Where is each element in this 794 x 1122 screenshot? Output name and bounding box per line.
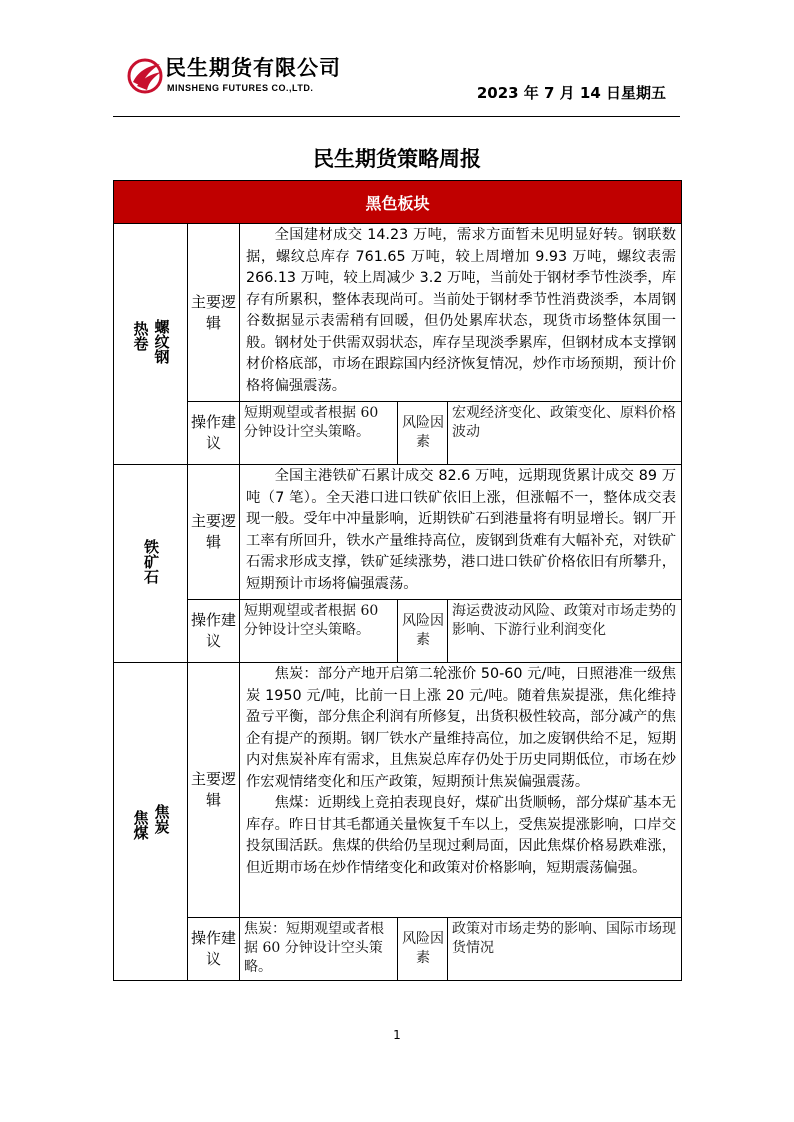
- product-row-logic: [114, 663, 682, 918]
- product-row-operation: [114, 402, 682, 465]
- section-title: 黑色板块: [114, 181, 682, 224]
- product-row-logic: [114, 465, 682, 600]
- logic-paragraph: 全国建材成交 14.23 万吨，需求方面暂未见明显好转。钢联数据，螺纹总库存 761.65 万吨，较上周增加 9.93 万吨，螺纹表需 266.13 万吨，较上周减少 3.2 万吨，当前处于钢材季节性淡季，库存有所累积，整体表现尚可。当前处于钢材季节性消费淡季，本周钢谷数据显示表需稍有回暖，但仍处累库状态，现货市场整体氛围一般。钢材处于供需双弱状态，库存呈现淡季累库，但钢材成本支撑钢材价格底部，市场在跟踪国内经济恢复情况，炒作市场预期，预计价格将偏强震荡。: [246, 227, 677, 394]
- logic-paragraph-coke: 焦炭：部分产地开启第二轮涨价 50-60 元/吨，日照港准一级焦炭 1950 元/吨，比前一日上涨 20 元/吨。随着焦炭提涨，焦化维持盈亏平衡，部分焦企利润有所修复，出货积极性较高，部分减产的焦企有提产的预期。钢厂铁水产量维持高位，加之废钢供给不足，短期内对焦炭补库有需求，且焦炭总库存仍处于历史同期低位，市场在炒作宏观情绪变化和压产政策，短期预计焦炭偏强震荡。: [246, 666, 677, 790]
- logic-label: 主要逻辑: [188, 663, 240, 918]
- minsheng-logo-icon: [127, 56, 163, 94]
- product-name-secondary: 焦煤: [131, 810, 150, 840]
- product-name-primary: 焦炭: [152, 804, 171, 834]
- product-name-rebar: [114, 224, 188, 465]
- operation-text: 短期观望或者根据 60 分钟设计空头策略。: [240, 600, 398, 663]
- operation-label: 操作建议: [188, 600, 240, 663]
- logic-label: 主要逻辑: [188, 224, 240, 402]
- company-logo: [127, 52, 367, 100]
- operation-text: 短期观望或者根据 60 分钟设计空头策略。: [240, 402, 398, 465]
- logic-text: [240, 465, 682, 600]
- page-title: 民生期货策略周报: [313, 147, 481, 171]
- product-row-operation: [114, 600, 682, 663]
- operation-text: 焦炭：短期观望或者根据 60 分钟设计空头策略。: [240, 918, 398, 981]
- product-name-primary: 铁矿石: [142, 538, 160, 584]
- operation-label: 操作建议: [188, 402, 240, 465]
- logic-text: [240, 663, 682, 918]
- logic-label: 主要逻辑: [188, 465, 240, 600]
- risk-text: 宏观经济变化、政策变化、原料价格波动: [448, 402, 682, 465]
- company-name-en: MINSHENG FUTURES CO.,LTD.: [167, 83, 314, 93]
- risk-label: 风险因素: [398, 600, 448, 663]
- report-date: 2023 年 7 月 14 日星期五: [476, 84, 666, 102]
- header-divider: [113, 116, 680, 117]
- product-name-iron-ore: [114, 465, 188, 663]
- product-name-primary: 螺纹钢: [152, 319, 171, 364]
- logic-paragraph-coking-coal: 焦煤：近期线上竞拍表现良好，煤矿出货顺畅，部分煤矿基本无库存。昨日甘其毛都通关量恢复千车以上，受焦炭提涨影响，口岸交投氛围活跃。焦煤的供给仍呈现过剩局面，因此焦煤价格易跌难涨，但近期市场在炒作情绪变化和政策对价格影响，短期震荡偏强。: [246, 795, 677, 876]
- section-banner: [114, 181, 682, 224]
- logic-paragraph: 全国主港铁矿石累计成交 82.6 万吨，远期现货累计成交 89 万吨（7 笔）。全天港口进口铁矿依旧上涨，但涨幅不一，整体成交表现一般。受年中冲量影响，近期铁矿石到港量将有明显增长。钢厂开工率有所回升，铁水产量维持高位，废钢到货难有大幅补充，对铁矿石需求形成支撑，铁矿延续涨势，港口进口铁矿价格依旧有所攀升，短期预计市场将偏强震荡。: [246, 468, 677, 592]
- product-name-coke-coal: [114, 663, 188, 981]
- product-name-secondary: 热卷: [131, 320, 150, 351]
- operation-label: 操作建议: [188, 918, 240, 981]
- product-row-operation: [114, 918, 682, 981]
- risk-text: 政策对市场走势的影响、国际市场现货情况: [448, 918, 682, 981]
- risk-label: 风险因素: [398, 918, 448, 981]
- company-name-cn: 民生期货有限公司: [165, 56, 341, 80]
- page-number: 1: [393, 1028, 401, 1042]
- product-row-logic: [114, 224, 682, 402]
- strategy-table: [113, 180, 682, 981]
- risk-text: 海运费波动风险、政策对市场走势的影响、下游行业利润变化: [448, 600, 682, 663]
- logic-text: [240, 224, 682, 402]
- risk-label: 风险因素: [398, 402, 448, 465]
